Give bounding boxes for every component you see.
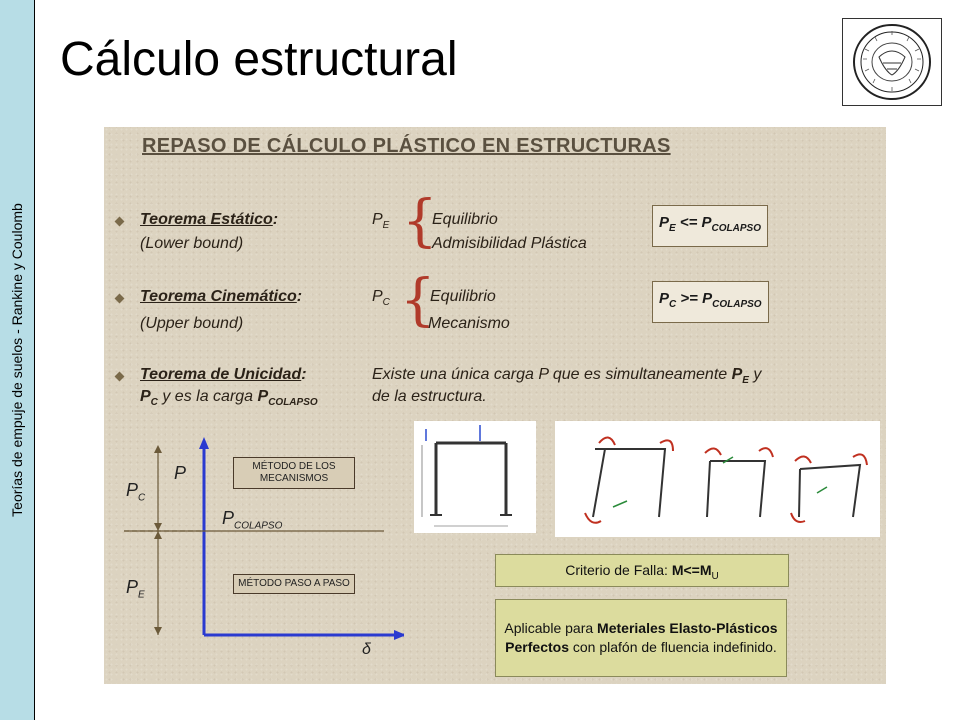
panel-title: REPASO DE CÁLCULO PLÁSTICO EN ESTRUCTURAS xyxy=(142,135,671,157)
delta-axis-label: δ xyxy=(362,641,371,658)
unicidad-line1: Existe una única carga P que es simultaneamente $P_E$ y xyxy=(372,366,762,387)
method-step-box: MÉTODO PASO A PASO xyxy=(233,574,355,594)
pe-label: $P_E$ xyxy=(126,577,145,601)
estatico-line2: Admisibilidad Plástica xyxy=(432,235,587,252)
estatico-symbol: $P_E$ xyxy=(372,211,390,232)
cinematico-symbol: $P_C$ xyxy=(372,288,390,309)
bullet-icon xyxy=(115,294,125,304)
university-seal xyxy=(842,18,942,106)
criterio-falla-box: Criterio de Falla: $M<=M_U$ xyxy=(495,554,789,587)
pcolapso-label: $P_{COLAPSO}$ xyxy=(222,508,283,532)
brace-icon: { xyxy=(402,189,438,254)
method-mechanisms-box: MÉTODO DE LOS MECANISMOS xyxy=(233,457,355,489)
content-panel xyxy=(104,127,886,684)
pc-label: $P_C$ xyxy=(126,480,146,504)
bullet-icon xyxy=(115,372,125,382)
cinematico-condition-box: $P_C >= P_{COLAPSO}$ xyxy=(652,281,769,323)
p-axis-label: P xyxy=(174,463,187,483)
mechanisms-diagram xyxy=(555,421,880,537)
estatico-line1: Equilibrio xyxy=(432,211,498,228)
aplicable-text: Aplicable para Meteriales Elasto-Plásticos Perfectos con plafón de fluencia indefinido. xyxy=(504,620,778,655)
bullet-icon xyxy=(115,217,125,227)
cinematico-line1: Equilibrio xyxy=(430,288,496,305)
frame-diagram xyxy=(414,421,536,533)
sidebar xyxy=(0,0,35,720)
unicidad-line3: de la estructura. xyxy=(372,388,487,405)
cinematico-subtitle: (Upper bound) xyxy=(140,315,244,332)
frame-sketch-icon xyxy=(414,421,536,533)
slide-title: Cálculo estructural xyxy=(60,33,458,86)
sidebar-caption: Teorías de empuje de suelos - Rankine y Coulomb xyxy=(9,203,25,517)
unicidad-heading: Teorema de Unicidad: xyxy=(140,366,307,383)
unicidad-line2: $P_C$ y es la carga $P_{COLAPSO}$ xyxy=(140,388,318,409)
seal-logo-icon xyxy=(843,19,941,105)
aplicable-box xyxy=(495,599,787,677)
estatico-condition-box: $P_E <= P_{COLAPSO}$ xyxy=(652,205,768,247)
mechanisms-sketch-icon xyxy=(555,421,880,537)
estatico-heading: Teorema Estático: xyxy=(140,211,279,228)
brace-icon: { xyxy=(400,268,436,333)
cinematico-line2: Mecanismo xyxy=(428,315,510,332)
estatico-subtitle: (Lower bound) xyxy=(140,235,244,252)
cinematico-heading: Teorema Cinemático: xyxy=(140,288,303,305)
